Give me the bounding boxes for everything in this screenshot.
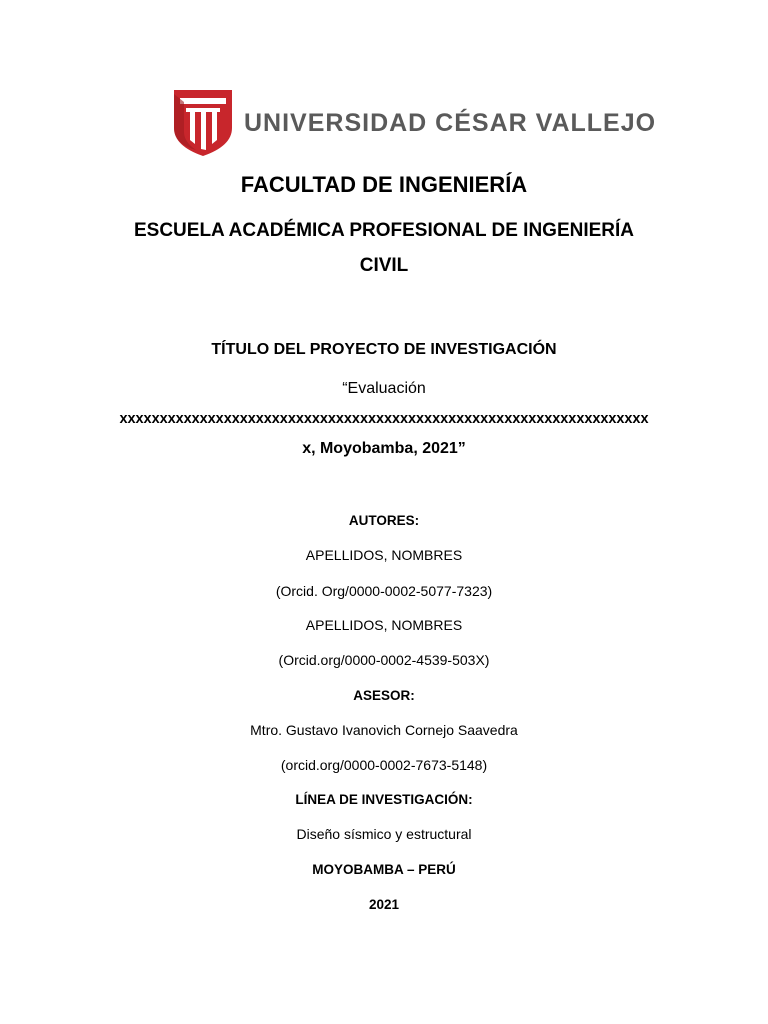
school-heading-line2: CIVIL (359, 255, 409, 276)
school-heading-line1: ESCUELA ACADÉMICA PROFESIONAL DE INGENIERÍA (133, 220, 635, 241)
university-shield-icon (172, 88, 234, 158)
university-logo (172, 88, 657, 158)
author1-orcid: (Orcid. Org/0000-0002-5077-7323) (275, 583, 493, 599)
year: 2021 (368, 897, 400, 912)
authors-label: AUTORES: (348, 513, 420, 528)
advisor-name: Mtro. Gustavo Ivanovich Cornejo Saavedra (250, 722, 518, 738)
project-title-line2: xxxxxxxxxxxxxxxxxxxxxxxxxxxxxxxxxxxxxxxxxxxxxxxxxxxxxxxxxxxxxxxxxx (119, 411, 649, 427)
place: MOYOBAMBA – PERÚ (312, 862, 456, 877)
author1-name: APELLIDOS, NOMBRES (305, 547, 463, 563)
author2-orcid: (Orcid.org/0000-0002-4539-503X) (278, 652, 490, 668)
project-title-line3: x, Moyobamba, 2021” (302, 440, 466, 457)
research-line: Diseño sísmico y estructural (296, 826, 472, 842)
project-label: TÍTULO DEL PROYECTO DE INVESTIGACIÓN (211, 341, 557, 358)
author2-name: APELLIDOS, NOMBRES (305, 617, 463, 633)
faculty-heading: FACULTAD DE INGENIERÍA (240, 172, 528, 197)
project-title-line1: “Evaluación (342, 380, 426, 397)
university-name: UNIVERSIDAD CÉSAR VALLEJO (244, 108, 657, 137)
research-line-label: LÍNEA DE INVESTIGACIÓN: (295, 792, 473, 807)
advisor-label: ASESOR: (353, 688, 415, 703)
advisor-orcid: (orcid.org/0000-0002-7673-5148) (280, 757, 488, 773)
